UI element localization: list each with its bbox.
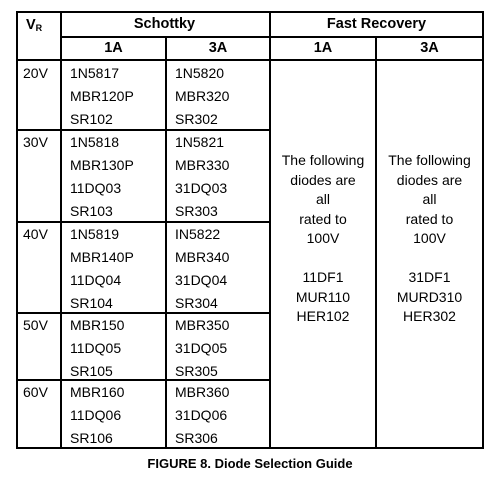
vr-header: $V_R$ [26, 17, 43, 33]
part-number: SR305 [175, 363, 218, 379]
divider-row-40v [18, 312, 269, 314]
divider-header-bottom [18, 59, 482, 61]
part-number: 11DQ04 [70, 272, 122, 288]
cell-40v-schottky-3a [175, 223, 229, 315]
cell-20v-schottky-3a [175, 62, 229, 131]
part-number: SR106 [70, 430, 113, 446]
part-number: SR105 [70, 363, 113, 379]
figure-caption: FIGURE 8. Diode Selection Guide [147, 456, 353, 471]
part-number: MBR350 [175, 317, 230, 333]
part-number: SR303 [175, 203, 218, 219]
voltage-30v: 30V [23, 134, 48, 150]
fast-recovery-3a-cell: The following diodes are all rated to 100V 31DF1 MURD310 HER302 [377, 151, 482, 327]
part-number: IN5822 [175, 226, 221, 242]
fast-1a-header: 1A [313, 40, 333, 56]
part-number: MBR320 [175, 88, 230, 104]
voltage-20v: 20V [23, 65, 48, 81]
part-number: MBR330 [175, 157, 230, 173]
part-number: 31DQ05 [175, 340, 228, 356]
part-number: MURD310 [396, 288, 463, 305]
divider-row-50v [18, 379, 269, 381]
fast-recovery-1a-cell: The following diodes are all rated to 100V 11DF1 MUR110 HER102 [271, 151, 375, 327]
cell-20v-schottky-1a [70, 62, 134, 131]
divider-voltage-col [60, 13, 62, 447]
diode-selection-table [16, 11, 484, 449]
part-number: 1N5817 [70, 65, 120, 81]
voltage-60v: 60V [23, 384, 48, 400]
part-number: 11DQ03 [70, 180, 122, 196]
fast-recovery-header: Fast Recovery [326, 16, 427, 32]
cell-30v-schottky-3a [175, 131, 229, 223]
part-number: SR103 [70, 203, 113, 219]
part-number: MBR160 [70, 384, 125, 400]
part-number: 31DQ04 [175, 272, 228, 288]
part-number: MUR110 [295, 288, 351, 305]
part-number: 11DQ06 [70, 407, 122, 423]
cell-30v-schottky-1a [70, 131, 134, 223]
divider-row-20v [18, 129, 269, 131]
cell-50v-schottky-1a [70, 314, 124, 383]
part-number: 1N5821 [175, 134, 225, 150]
part-number: MBR130P [70, 157, 134, 173]
part-number: MBR150 [70, 317, 125, 333]
part-number: SR104 [70, 295, 113, 311]
part-number: SR306 [175, 430, 218, 446]
schottky-1a-header: 1A [104, 40, 123, 56]
part-number: MBR360 [175, 384, 230, 400]
part-number: SR102 [70, 111, 113, 127]
part-number: MBR340 [175, 249, 230, 265]
part-number: 11DQ05 [70, 340, 122, 356]
part-number: 1N5819 [70, 226, 120, 242]
schottky-3a-header: 3A [208, 40, 228, 56]
part-number: 1N5818 [70, 134, 120, 150]
part-number: MBR120P [70, 88, 134, 104]
part-number: MBR140P [70, 249, 134, 265]
cell-50v-schottky-3a [175, 314, 229, 383]
part-number: 31DQ06 [175, 407, 228, 423]
voltage-50v: 50V [23, 317, 48, 333]
part-number: HER302 [403, 308, 456, 324]
voltage-40v: 40V [23, 226, 48, 242]
part-number: 31DQ03 [175, 180, 228, 196]
part-number: SR302 [175, 111, 218, 127]
cell-40v-schottky-1a [70, 223, 134, 315]
schottky-header: Schottky [133, 16, 196, 32]
part-number: 1N5820 [175, 65, 225, 81]
cell-60v-schottky-1a [70, 381, 124, 450]
part-number: HER102 [296, 308, 350, 324]
part-number: SR304 [175, 295, 218, 311]
divider-row-30v [18, 221, 269, 223]
fast-3a-header: 3A [420, 40, 439, 56]
part-number: 11DF1 [302, 269, 344, 285]
cell-60v-schottky-3a [175, 381, 229, 450]
part-number: 31DF1 [408, 269, 451, 285]
divider-schottky-1a-3a [165, 37, 167, 447]
